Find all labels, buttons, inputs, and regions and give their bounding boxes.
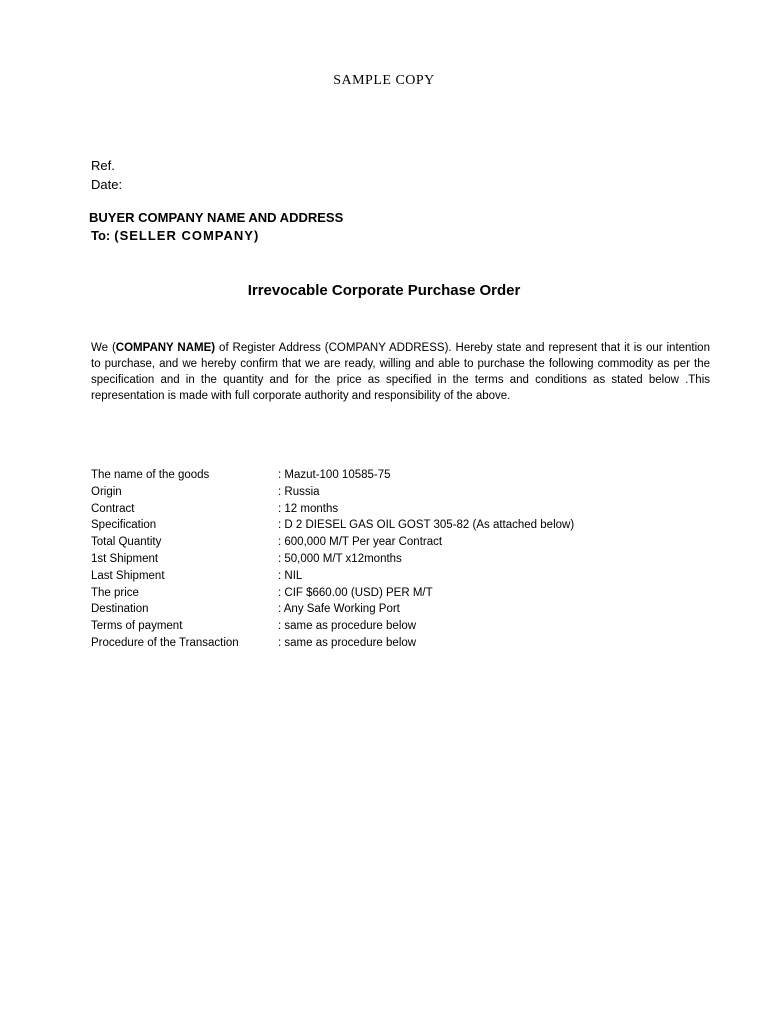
to-line [91,228,259,243]
document-title: Irrevocable Corporate Purchase Order [247,282,521,299]
table-row [91,620,691,637]
date-label: Date: [91,177,123,192]
buyer-line: BUYER COMPANY NAME AND ADDRESS [89,210,344,225]
spec-value: : CIF $660.00 (USD) PER M/T [278,586,433,599]
spec-value: : Any Safe Working Port [278,603,400,616]
spec-value: : 50,000 M/T x12months [278,552,402,565]
specification-table [91,469,691,654]
spec-label: Contract [91,502,135,515]
spec-label: Destination [91,603,149,616]
table-row [91,469,691,486]
spec-label: The name of the goods [91,469,210,481]
table-row [91,519,691,536]
spec-label: Last Shipment [91,569,165,582]
spec-label: Specification [91,519,157,532]
spec-label: Procedure of the Transaction [91,636,239,649]
intro-we: We ( [91,342,116,354]
intro-company-name: COMPANY NAME) [115,342,216,354]
table-row [91,637,691,654]
spec-value: : 600,000 M/T Per year Contract [278,536,443,549]
table-row [91,587,691,604]
seller-company: (SELLER COMPANY) [114,228,260,243]
table-row [91,503,691,520]
spec-value: : D 2 DIESEL GAS OIL GOST 305-82 (As attached below) [278,519,575,532]
spec-value: : NIL [278,569,303,582]
intro-body: of Register Address (COMPANY ADDRESS). Hereby state and represent that it is our intention to purchase, and we hereby confirm that we are ready, willing and able to purchase the following commodity as per the specification and in the quantity and for the price as specified in the terms and conditions as stated below .This representation is made with full corporate authority and responsibility of the above. [91,342,710,402]
spec-label: The price [91,586,139,599]
table-row [91,486,691,503]
table-row [91,570,691,587]
table-row [91,553,691,570]
sample-copy-heading: SAMPLE COPY [333,73,435,88]
to-label: To: [91,228,111,243]
table-row [91,536,691,553]
ref-label: Ref. [91,158,115,173]
spec-value: : same as procedure below [278,620,417,633]
spec-value: : same as procedure below [278,636,417,649]
spec-label: 1st Shipment [91,552,159,565]
spec-label: Total Quantity [91,536,162,549]
intro-paragraph [91,340,710,404]
table-row [91,603,691,620]
spec-label: Terms of payment [91,620,183,633]
spec-value: : Mazut-100 10585-75 [278,469,391,481]
spec-value: : Russia [278,485,320,498]
spec-label: Origin [91,485,122,498]
spec-value: : 12 months [278,502,339,515]
